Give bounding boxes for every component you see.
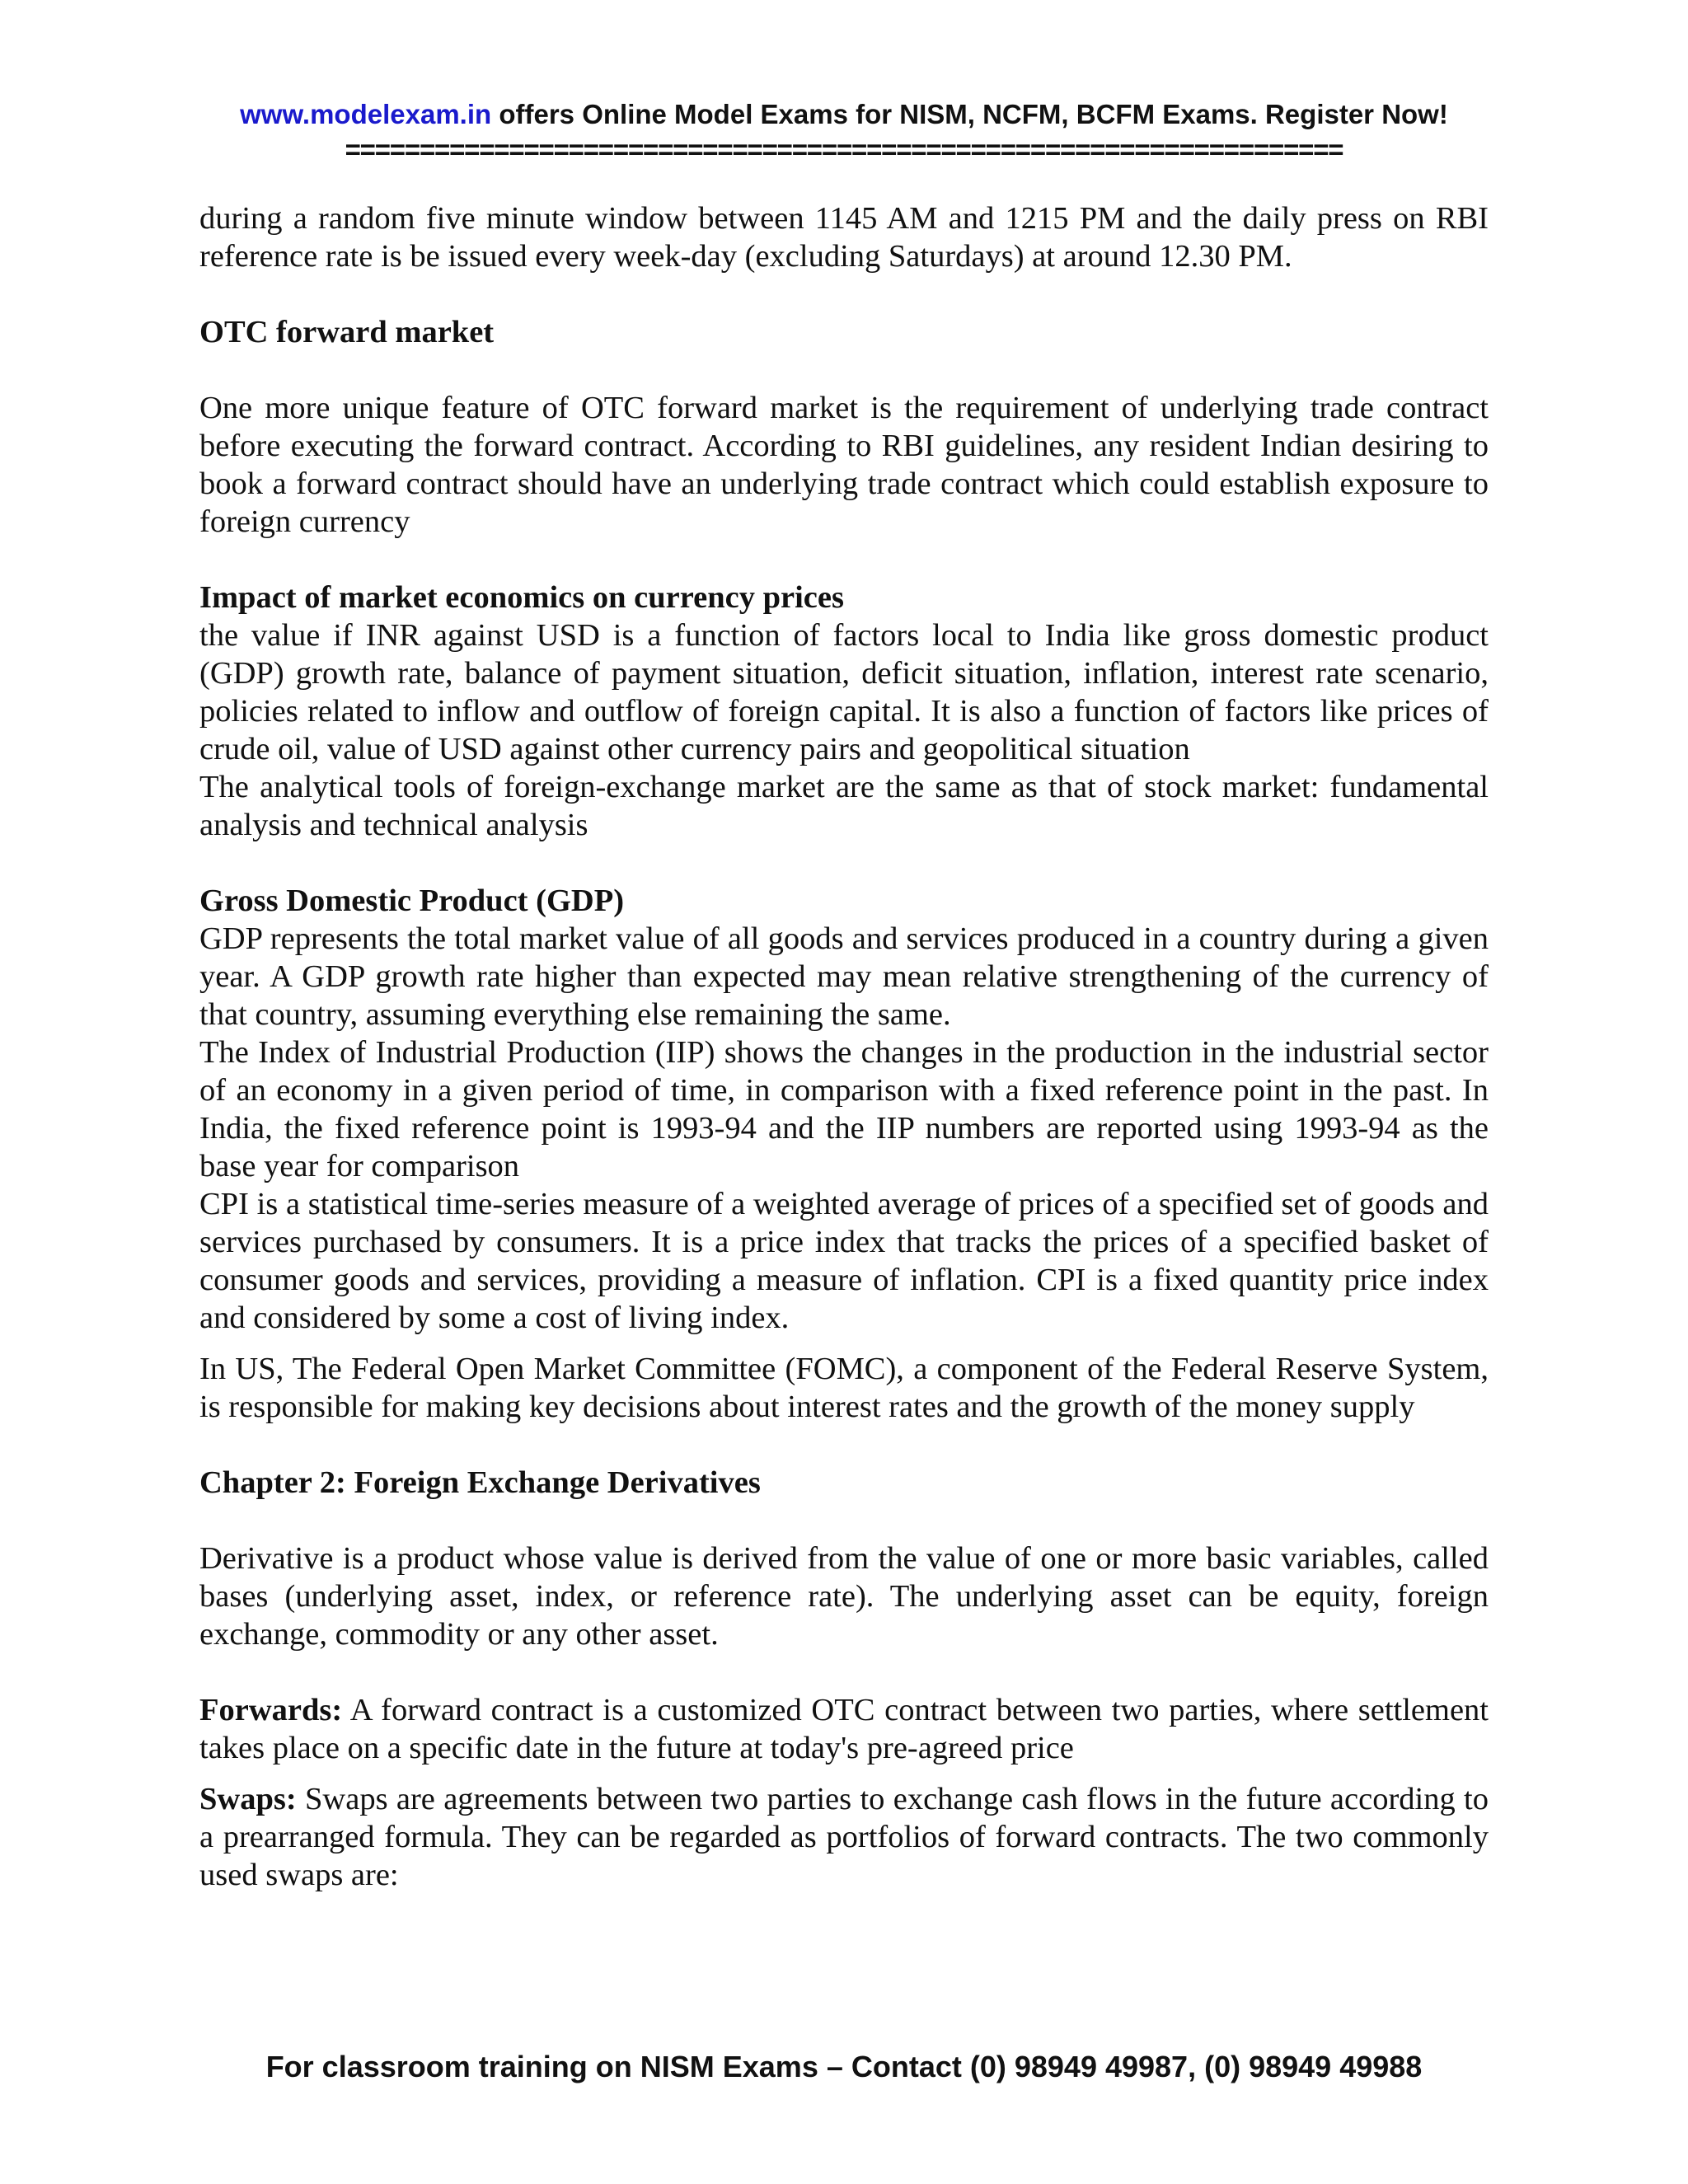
swaps-text: Swaps are agreements between two parties to exchange cash flows in the future according to a prearranged formula. They can be regarded as portfolios of forward contracts. The two commonly used swaps are:: [199, 1782, 1489, 1892]
document-body: [199, 199, 1489, 1894]
cpi-paragraph: CPI is a statistical time-series measure of a weighted average of prices of a specified set of goods and services purchased by consumers. It is a price index that tracks the prices of a specified basket of consumer goods and services, providing a measure of inflation. CPI is a fixed quantity price index and considered by some a cost of living index.: [199, 1187, 1489, 1335]
gdp-heading: Gross Domestic Product (GDP): [199, 883, 625, 918]
derivative-paragraph: Derivative is a product whose value is derived from the value of one or more basic variables, called bases (underlying asset, index, or reference rate). The underlying asset can be equity, foreign exchange, commodity or any other asset.: [199, 1541, 1489, 1652]
swaps-label: Swaps:: [199, 1782, 297, 1816]
swaps-paragraph: [199, 1780, 1489, 1894]
forwards-paragraph: [199, 1691, 1489, 1767]
header-divider: ===================================================================: [345, 134, 1343, 165]
chapter-heading: Chapter 2: Foreign Exchange Derivatives: [199, 1465, 761, 1500]
fomc-paragraph: In US, The Federal Open Market Committee (FOMC), a component of the Federal Reserve System, is responsible for making key decisions about interest rates and the growth of the money supply: [199, 1352, 1489, 1424]
gdp-paragraph-1: GDP represents the total market value of all goods and services produced in a country during a given year. A GDP growth rate higher than expected may mean relative strengthening of the currency of that country, assuming everything else remaining the same.: [199, 921, 1489, 1032]
otc-heading: OTC forward market: [199, 315, 495, 349]
impact-paragraph-2: The analytical tools of foreign-exchange market are the same as that of stock market: fundamental analysis and technical analysis: [199, 770, 1489, 842]
header-tagline: offers Online Model Exams for NISM, NCFM, BCFM Exams. Register Now!: [491, 99, 1448, 129]
intro-paragraph: during a random five minute window between 1145 AM and 1215 PM and the daily press on RBI reference rate is be issued every week-day (excluding Saturdays) at around 12.30 PM.: [199, 201, 1489, 274]
site-link[interactable]: www.modelexam.in: [240, 99, 492, 129]
forwards-text: A forward contract is a customized OTC contract between two parties, where settlement takes place on a specific date in the future at today's pre-agreed price: [199, 1693, 1489, 1765]
otc-paragraph: One more unique feature of OTC forward market is the requirement of underlying trade contract before executing the forward contract. According to RBI guidelines, any resident Indian desiring to book a forward contract should have an underlying trade contract which could establish exposure to foreign currency: [199, 391, 1489, 539]
page-header: [0, 97, 1688, 132]
iip-paragraph: The Index of Industrial Production (IIP) shows the changes in the production in the industrial sector of an economy in a given period of time, in comparison with a fixed reference point in the past. In India, the fixed reference point is 1993-94 and the IIP numbers are reported using 1993-94 as the base year for comparison: [199, 1035, 1489, 1183]
forwards-label: Forwards:: [199, 1693, 343, 1727]
impact-heading: Impact of market economics on currency prices: [199, 580, 844, 615]
page-footer: For classroom training on NISM Exams – Contact (0) 98949 49987, (0) 98949 49988: [265, 2050, 1423, 2083]
impact-paragraph-1: the value if INR against USD is a function of factors local to India like gross domestic product (GDP) growth rate, balance of payment situation, deficit situation, inflation, interest rate scenario, policies related to inflow and outflow of foreign capital. It is also a function of factors like prices of crude oil, value of USD against other currency pairs and geopolitical situation: [199, 618, 1489, 766]
